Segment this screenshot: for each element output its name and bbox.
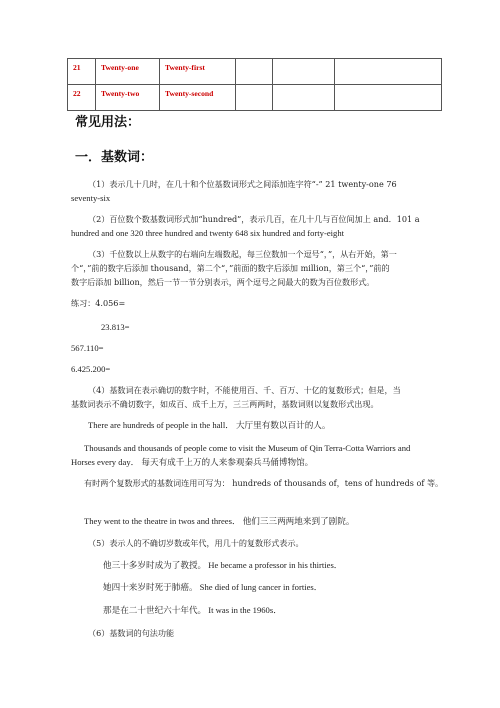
table-cell: Twenty-first [160, 59, 236, 85]
table-cell: Twenty-two [96, 85, 160, 111]
table-row [68, 85, 442, 111]
example-sentence: 她四十来岁时死于肺癌。 She died of lung cancer in forties． [103, 582, 323, 592]
table-cell: Twenty-second [160, 85, 236, 111]
paragraph: （6）基数词的句法功能 [88, 628, 175, 638]
paragraph: 数字后添加 billion，然后一节一节分别表示，两个逗号之间最大的数为百位数形式。 [71, 277, 375, 287]
example-sentence: They went to the theatre in twos and threes． 他们三三两两地来到了剧院。 [84, 516, 355, 526]
table-cell [236, 59, 273, 85]
paragraph: （2）百位数个数基数词形式加“hundred”，表示几百，在几十几与百位间加上 and．101 a [88, 214, 420, 224]
paragraph: 基数词表示不确切数字，如成百、成千上万，三三两两时，基数词则以复数形式出现。 [71, 399, 379, 409]
number-table [67, 58, 442, 111]
example-sentence: 他三十多岁时成为了教授。 He became a professor in his thirties． [103, 560, 343, 570]
table-cell: Twenty-one [96, 59, 160, 85]
paragraph: 有时两个复数形式的基数词连用可写为： hundreds of thousands of，tens of hundreds of 等。 [84, 478, 444, 488]
exercise-item: 23.813= [101, 322, 130, 332]
paragraph: 个“，”前的数字后添加 thousand，第二个“，”前面的数字后添加 million，第三个“，”前的 [71, 263, 390, 273]
table-cell [273, 85, 335, 111]
paragraph: （1）表示几十几时，在几十和个位基数词形式之间添加连字符“-” 21 twenty-one 76 [88, 179, 397, 189]
table-cell [273, 59, 335, 85]
example-sentence: Thousands and thousands of people come to visit the Museum of Qin Terra-Cotta Warriors and [84, 443, 411, 453]
table-cell [335, 85, 442, 111]
cardinal-heading: 一．基数词： [75, 150, 154, 165]
table-row [68, 59, 442, 85]
paragraph: seventy-six [71, 193, 111, 203]
usage-heading: 常见用法： [75, 115, 141, 130]
example-sentence: There are hundreds of people in the hall． 大厅里有数以百计的人。 [88, 420, 331, 430]
paragraph: （3）千位数以上从数字的右端向左端数起，每三位数加一个逗号“，”，从右开始，第一 [88, 249, 397, 259]
paragraph: （5）表示人的不确切岁数或年代，用几十的复数形式表示。 [88, 538, 304, 548]
paragraph: hundred and one 320 three hundred and twenty 648 six hundred and forty-eight [71, 228, 345, 238]
table-cell [335, 59, 442, 85]
example-sentence: Horses every day． 每天有成千上万的人来参观秦兵马俑博物馆。 [71, 457, 314, 467]
table-cell: 22 [68, 85, 96, 111]
exercise-item: 567.110= [71, 343, 104, 353]
exercise-label: 练习：4.056= [71, 298, 126, 308]
example-sentence: 那是在二十世纪六十年代。 It was in the 1960s． [103, 605, 282, 615]
table-cell: 21 [68, 59, 96, 85]
paragraph: （4）基数词在表示确切的数字时，不能使用百、千、百万、十亿的复数形式；但是，当 [88, 385, 401, 395]
exercise-item: 6.425.200= [71, 364, 111, 374]
table-cell [236, 85, 273, 111]
